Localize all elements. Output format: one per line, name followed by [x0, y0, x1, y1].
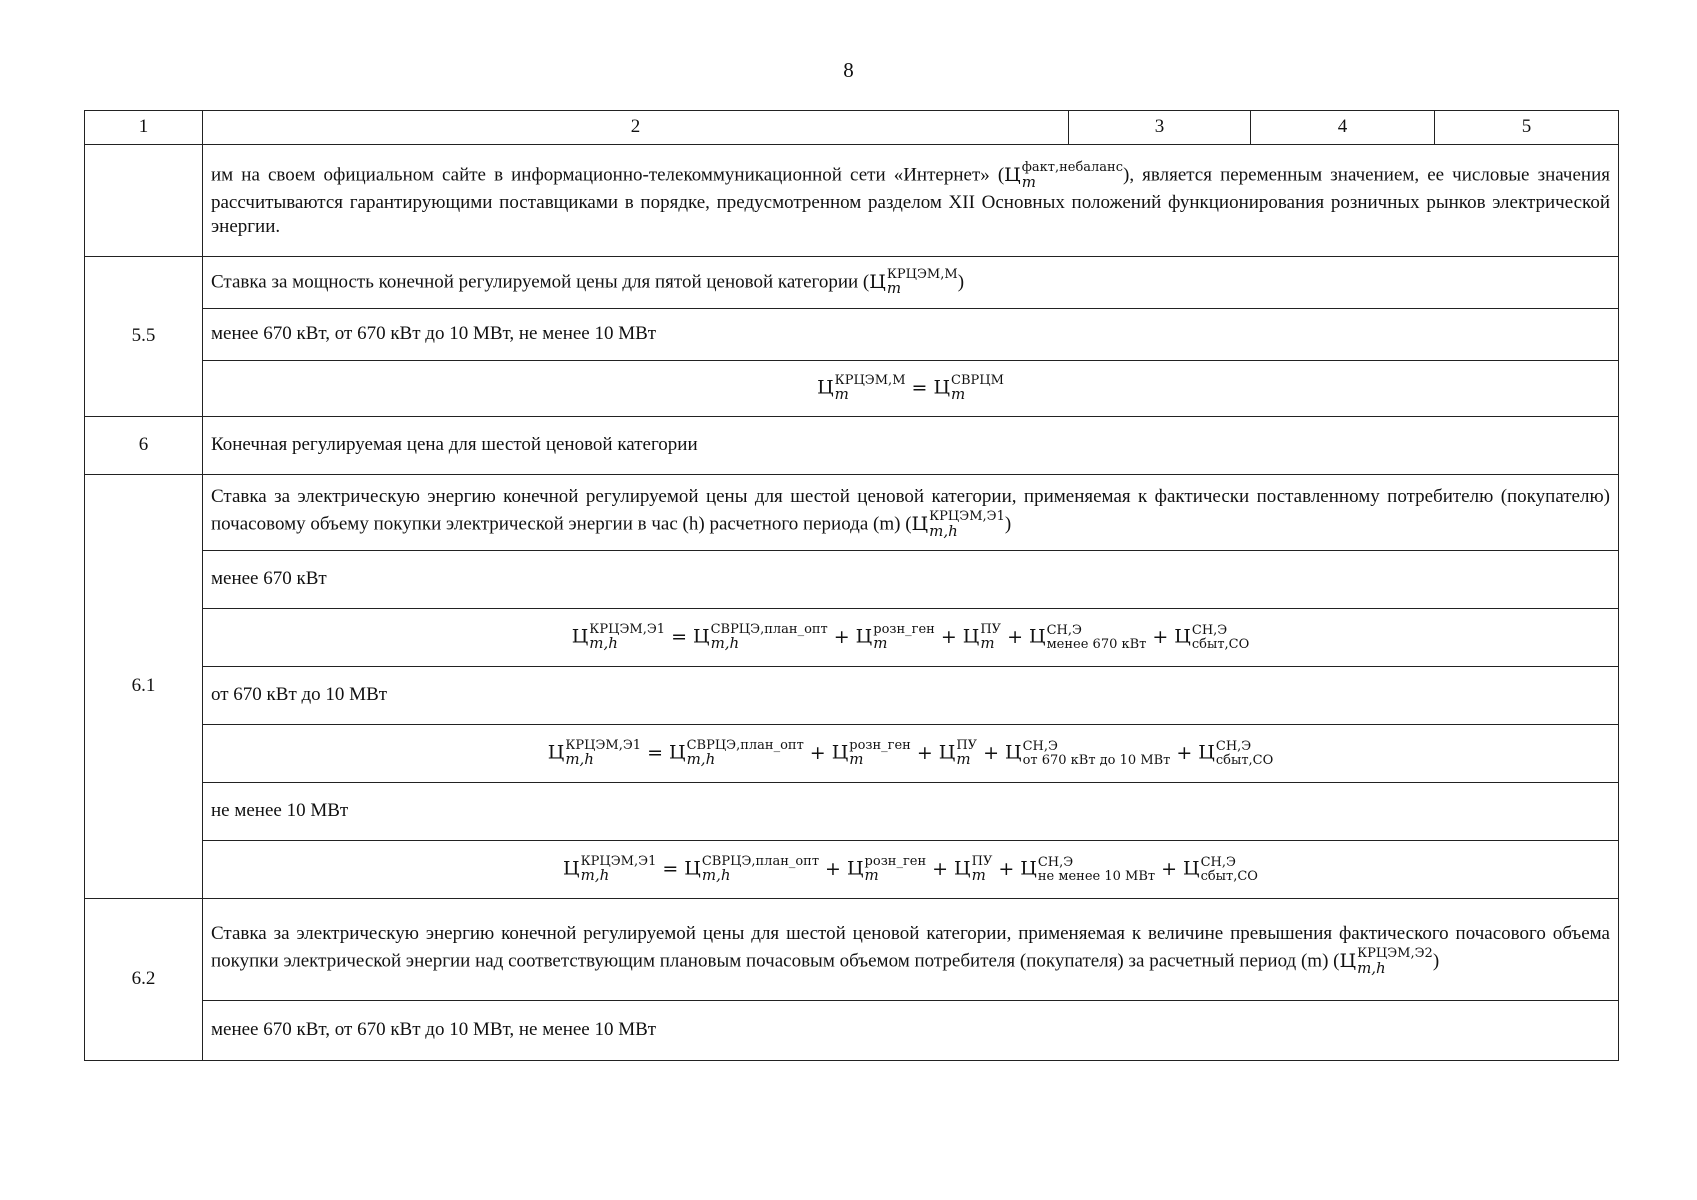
row-6-1-range-3: не менее 10 МВт	[203, 783, 1619, 841]
formula-6-1-b: Ц КРЦЭМ,Э1 m,h = Ц СВРЦЭ,план_опт m,h + Ц розн_ген m + Ц ПУ m + Ц СН,Э от 670 кВт до 10 МВт + Ц СН,Э сбыт,СО	[203, 725, 1619, 783]
formula-6-1-c: Ц КРЦЭМ,Э1 m,h = Ц СВРЦЭ,план_опт m,h + Ц розн_ген m + Ц ПУ m + Ц СН,Э не менее 10 МВт + Ц СН,Э сбыт,СО	[203, 841, 1619, 899]
continuation-text: им на своем официальном сайте в информационно-телекоммуникационной сети «Интернет» (Ц факт,небаланс m ), является переменным значением, ее числовые значения рассчитываются гарантирующими поставщиками в порядке, предусмотренном разделом XII Основных положений функционирования розничных рынков электрической энергии.	[203, 145, 1619, 257]
row-number: 5.5	[85, 257, 203, 417]
tariff-table	[84, 110, 1619, 1061]
row-5-5-title: Ставка за мощность конечной регулируемой цены для пятой ценовой категории (Ц КРЦЭМ,М m )	[203, 257, 1619, 309]
table-row	[85, 725, 1619, 783]
table-row	[85, 841, 1619, 899]
table-header-row	[85, 111, 1619, 145]
row-number: 6	[85, 417, 203, 475]
row-6-1-range-2: от 670 кВт до 10 МВт	[203, 667, 1619, 725]
table-row	[85, 667, 1619, 725]
header-col-4: 4	[1251, 111, 1435, 145]
table-row	[85, 609, 1619, 667]
header-col-1: 1	[85, 111, 203, 145]
row-number: 6.1	[85, 475, 203, 899]
header-col-2: 2	[203, 111, 1069, 145]
row-6-1-title: Ставка за электрическую энергию конечной регулируемой цены для шестой ценовой категории, применяемая к фактически поставленному потребителю (покупателю) почасовому объему покупки электрической энергии в час (h) расчетного периода (m) (Ц КРЦЭМ,Э1 m,h )	[203, 475, 1619, 551]
row-number: 6.2	[85, 899, 203, 1061]
table-row	[85, 1001, 1619, 1061]
row-6-1-range-1: менее 670 кВт	[203, 551, 1619, 609]
header-col-5: 5	[1435, 111, 1619, 145]
header-col-3: 3	[1069, 111, 1251, 145]
table-row	[85, 899, 1619, 1001]
row-number-cell	[85, 145, 203, 257]
formula-6-1-a: Ц КРЦЭМ,Э1 m,h = Ц СВРЦЭ,план_опт m,h + Ц розн_ген m + Ц ПУ m + Ц СН,Э менее 670 кВт + Ц СН,Э сбыт,СО	[203, 609, 1619, 667]
table-row	[85, 309, 1619, 361]
row-6-2-title: Ставка за электрическую энергию конечной регулируемой цены для шестой ценовой категории, применяемая к величине превышения фактического почасового объема покупки электрической энергии над соответствующим плановым почасовым объемом потребителя (покупателя) за расчетный период (m) (Ц КРЦЭМ,Э2 m,h )	[203, 899, 1619, 1001]
table-row	[85, 361, 1619, 417]
row-6-2-range: менее 670 кВт, от 670 кВт до 10 МВт, не менее 10 МВт	[203, 1001, 1619, 1061]
page-number: 8	[843, 58, 854, 82]
formula-5-5: Ц КРЦЭМ,М m = Ц СВРЦМ m	[203, 361, 1619, 417]
table-row	[85, 551, 1619, 609]
table-row	[85, 475, 1619, 551]
row-6-title: Конечная регулируемая цена для шестой ценовой категории	[203, 417, 1619, 475]
table-row	[85, 783, 1619, 841]
table-row	[85, 257, 1619, 309]
table-row	[85, 145, 1619, 257]
table-row	[85, 417, 1619, 475]
row-5-5-range: менее 670 кВт, от 670 кВт до 10 МВт, не менее 10 МВт	[203, 309, 1619, 361]
